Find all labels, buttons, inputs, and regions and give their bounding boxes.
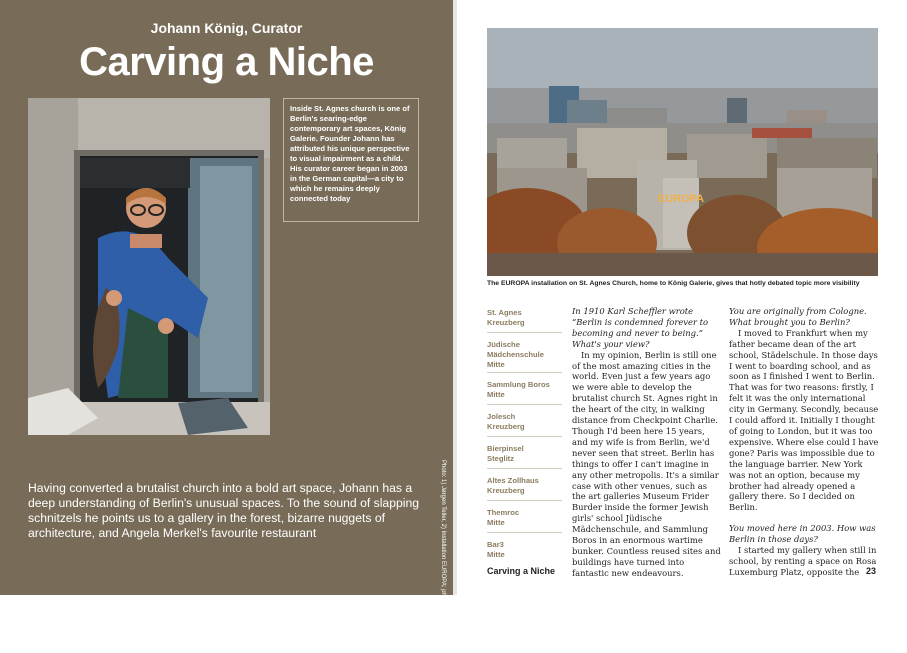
body-column-1 [572,306,722,579]
venue-item [487,379,562,405]
body-column-2 [729,306,881,578]
venue-item [487,443,562,469]
city-photo-caption: The EUROPA installation on St. Agnes Church, home to König Galerie, gives that hotly debated topic more visibility [487,280,860,287]
venue-item [487,475,562,501]
venue-district: Mitte [487,360,505,369]
interview-question: In 1910 Karl Scheffler wrote “Berlin is condemned forever to becoming and never to being.” What's your view? [572,306,709,349]
venue-name: Sammlung Boros [487,380,550,389]
article-title: Carving a Niche [79,40,374,84]
venue-district: Mitte [487,518,505,527]
interview-question: You are originally from Cologne. What brought you to Berlin? [729,306,867,327]
venue-district: Mitte [487,550,505,559]
venue-item [487,339,562,373]
venue-item [487,411,562,437]
photo-caption-box: Inside St. Agnes church is one of Berlin's searing-edge contemporary art spaces, König Galerie. Founder Johann has attributed his unique perspective to visual impairment as a child. His curator career began in 2003 in the German capital—a city to which he remains deeply connected today [283,98,419,222]
venue-district: Kreuzberg [487,486,525,495]
page-gutter [453,0,457,595]
venue-district: Mitte [487,390,505,399]
running-footer-title: Carving a Niche [487,566,556,576]
venue-district: Steglitz [487,454,515,463]
svg-text:EUROPA: EUROPA [657,193,705,205]
venue-list [487,307,562,571]
venue-item [487,539,562,565]
city-photo [487,28,878,276]
portrait-photo [28,98,270,435]
article-intro: Having converted a brutalist church into a bold art space, Johann has a deep understanding of Berlin's unusual spaces. To the sound of slapping schnitzels he points us to a gallery in the forest, bizarre nuggets of architecture, and Angela Merkel's favourite restaurant [28,481,420,540]
interview-answer: I moved to Frankfurt when my father became dean of the art school, Städelschule. In those days I went to boarding school, and as soon as I finished I went to Berlin. That was for two reasons: firstly, I felt it was the only international city in Germany. Secondly, because I could afford it. Initially I thought of going to London, but it was too expensive. Where else could I have gone? Paris was impossible due to the language barrier. New York was not an option, because my brother had already opened a gallery there. So I decided on Berlin. [729,327,879,513]
venue-name: Jüdische Mädchenschule [487,340,544,359]
venue-name: Jolesch [487,412,516,421]
venue-name: Bar3 [487,540,504,549]
page-number: 23 [866,566,877,576]
article-kicker: Johann König, Curator [150,20,303,36]
venue-name: Themroc [487,508,520,517]
venue-name: St. Agnes [487,308,522,317]
interview-answer: In my opinion, Berlin is still one of the most amazing cities in the world. Even just a few years ago we were able to develop the brutalist church St. Agnes right in the heart of the city, in walking distance from Checkpoint Charlie. Though I'd been here 15 years, and my wife is from Berlin, we'd never seen that street. Berlin has things to offer I can't imagine in any other metropolis. It's a similar case with other venues, such as the art galleries Museum Frider Burder inside the former Jewish girls' school Jüdische Mädchenschule, and Sammlung Boros in an enormous wartime bunker. Countless reused sites and buildings have turned into fantastic new endeavours. [572,349,721,578]
photo-credit-text: Photo: 1) Jørgen Teller, 2) Installation EUROPA; photo: ©Eric Tschernow [440,460,446,653]
venue-name: Bierpinsel [487,444,524,453]
venue-district: Kreuzberg [487,422,525,431]
venue-district: Kreuzberg [487,318,525,327]
interview-answer: I started my gallery when still in school, by renting a space on Rosa Luxemburg Platz, opposite the [729,545,877,577]
venue-name: Altes Zollhaus [487,476,539,485]
photo-credit [434,460,446,653]
interview-question: You moved here in 2003. How was Berlin in those days? [729,523,876,545]
venue-item [487,507,562,533]
venue-item [487,307,562,333]
